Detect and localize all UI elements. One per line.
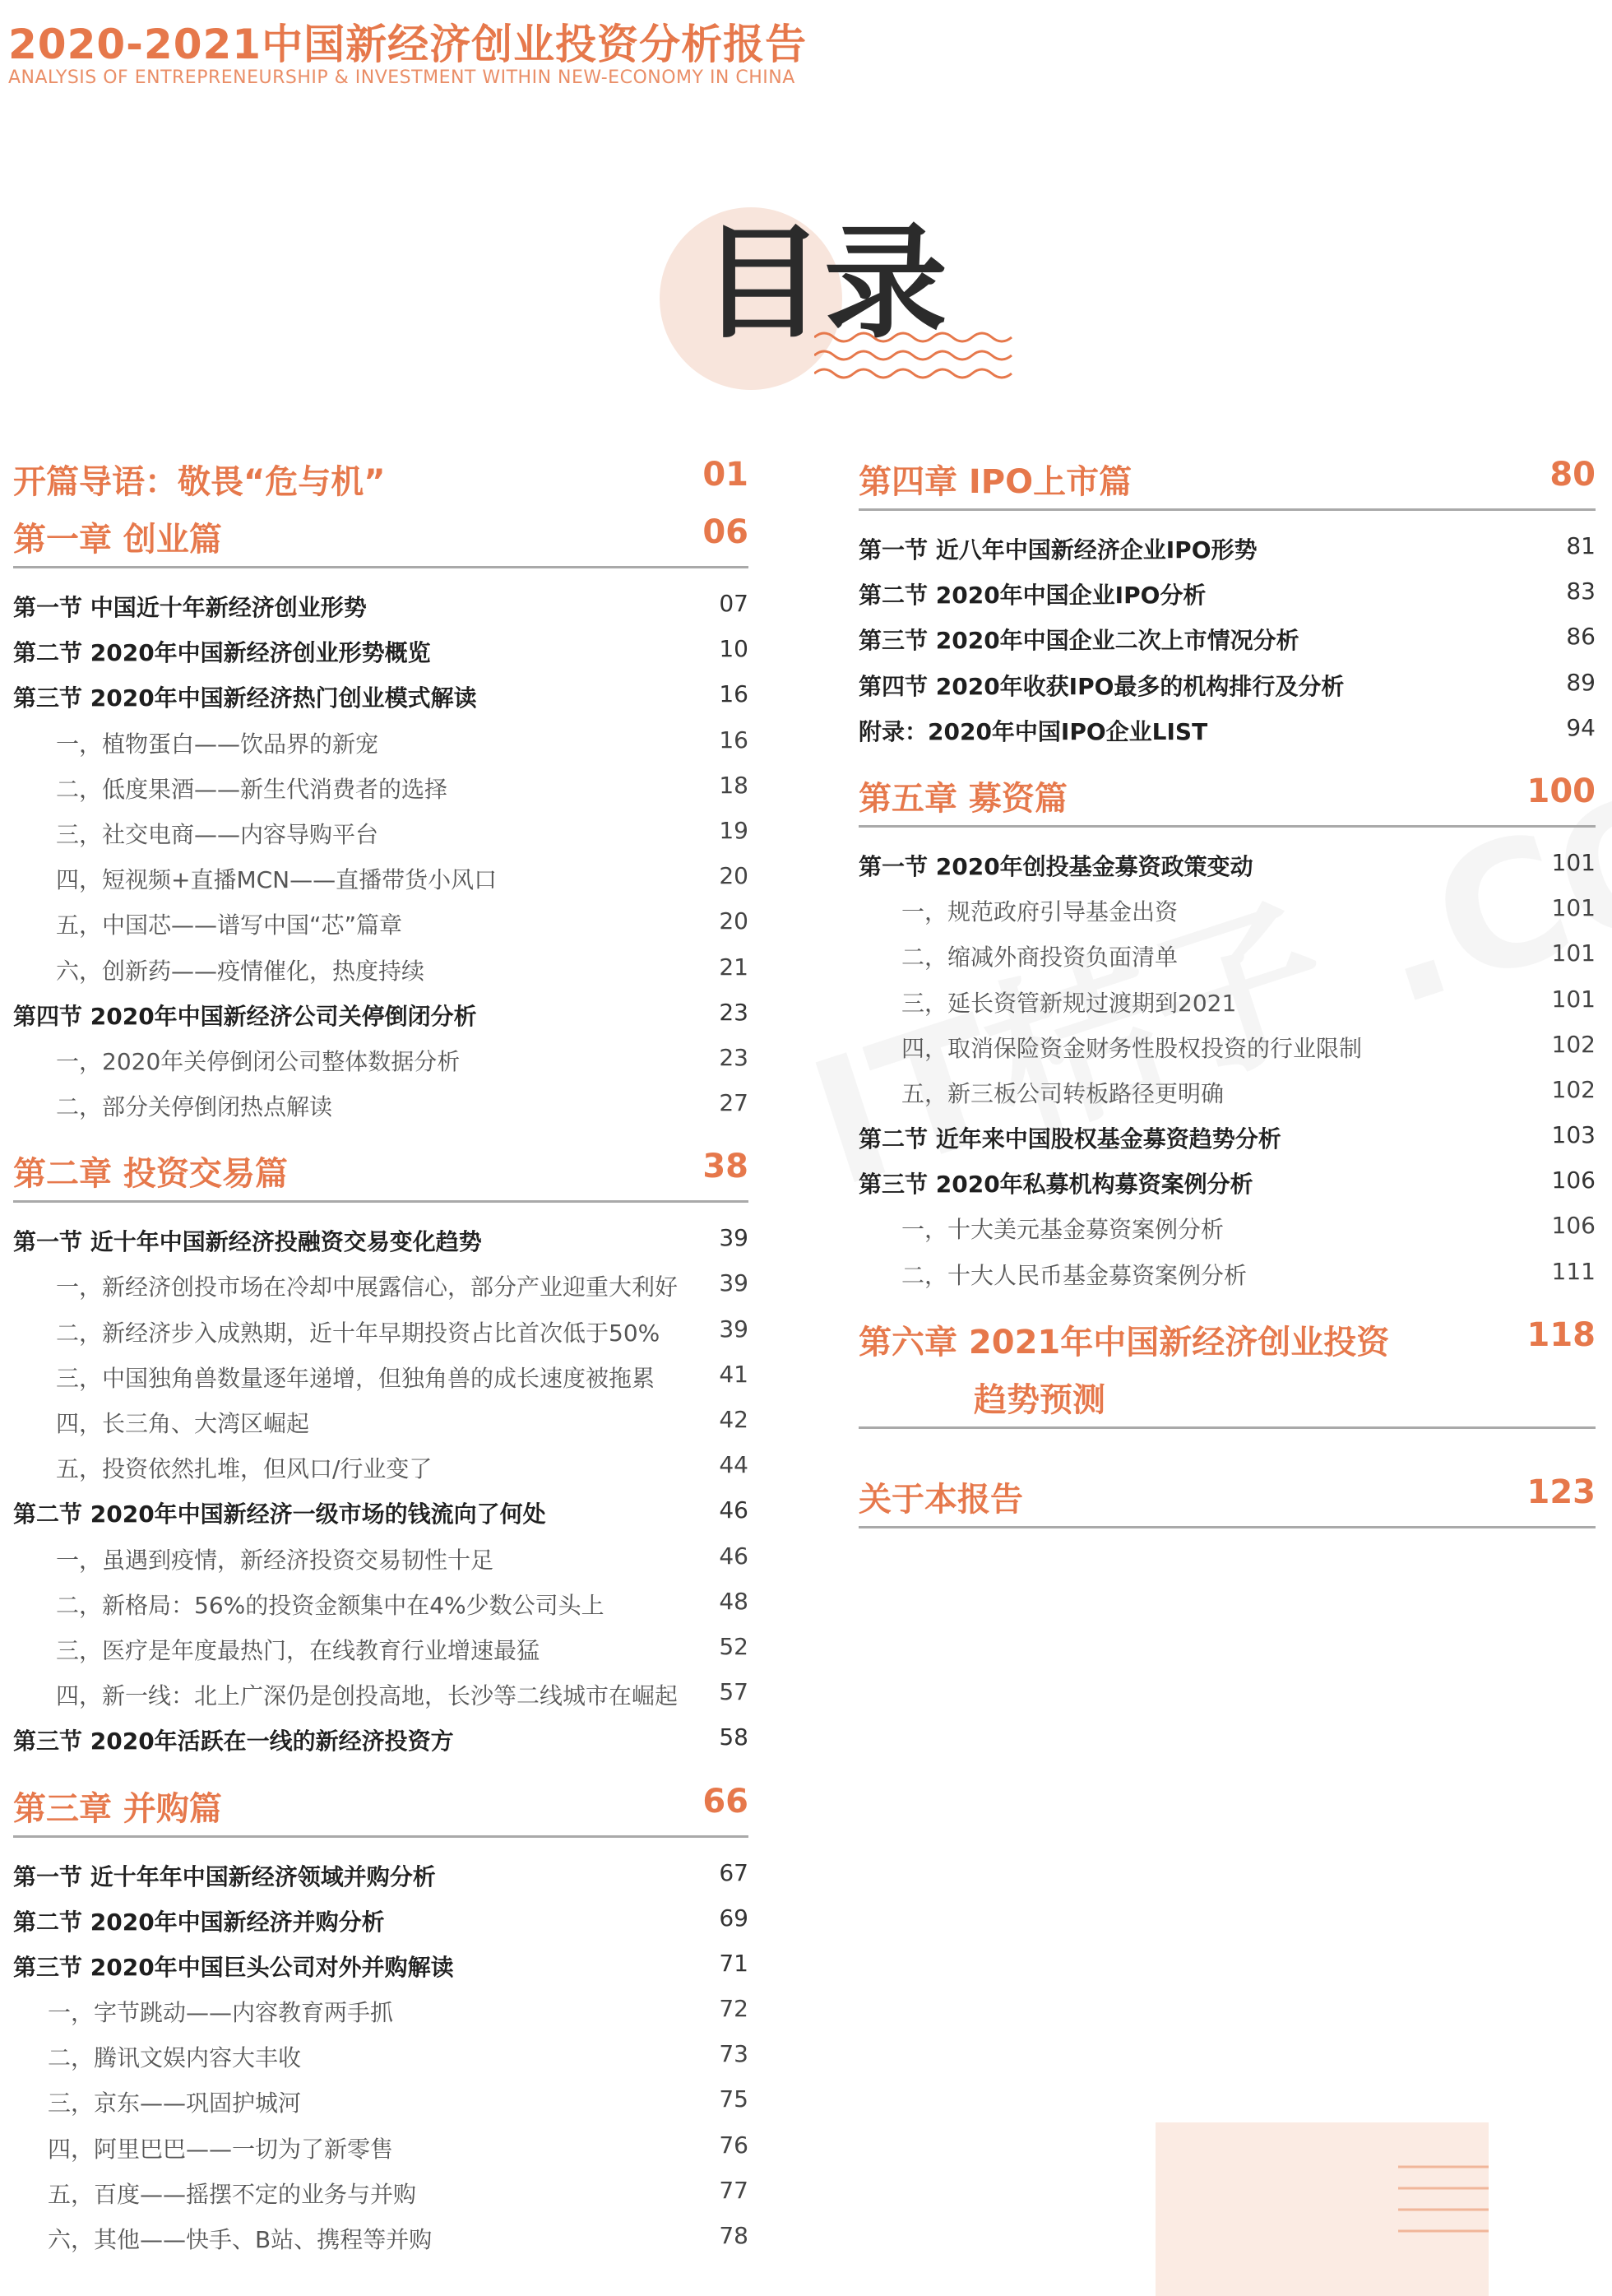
toc-entry[interactable] bbox=[5, 2076, 748, 2121]
entry-page: 111 bbox=[1551, 1257, 1596, 1285]
toc-entry[interactable] bbox=[859, 839, 1596, 884]
toc-entry[interactable] bbox=[859, 522, 1596, 568]
entry-page: 102 bbox=[1551, 1030, 1596, 1058]
chapter-title: 关于本报告 bbox=[859, 1480, 1023, 1519]
chapter-page: 06 bbox=[702, 513, 748, 551]
entry-title: 二，缩减外商投资负面清单 bbox=[901, 944, 1179, 972]
entry-title: 一，新经济创投市场在冷却中展露信心，部分产业迎重大利好 bbox=[56, 1273, 679, 1301]
toc-entry[interactable] bbox=[13, 1306, 748, 1351]
toc-chapter-4[interactable] bbox=[859, 451, 1596, 511]
entry-title: 第一节 中国近十年新经济创业形势 bbox=[13, 594, 367, 621]
entry-page: 52 bbox=[719, 1632, 748, 1660]
chapter-page: 01 bbox=[702, 456, 748, 494]
entry-page: 46 bbox=[719, 1542, 748, 1570]
toc-entry[interactable] bbox=[5, 2030, 748, 2076]
chapter-page: 100 bbox=[1526, 772, 1596, 810]
entry-title: 一，植物蛋白——饮品界的新宠 bbox=[56, 730, 379, 758]
entry-title: 一，规范政府引导基金出资 bbox=[901, 898, 1179, 926]
toc-entry[interactable] bbox=[13, 1034, 748, 1079]
entry-page: 58 bbox=[719, 1723, 748, 1751]
toc-chapter-2[interactable] bbox=[13, 1143, 748, 1203]
entry-page: 72 bbox=[719, 1995, 748, 2023]
entry-page: 46 bbox=[719, 1496, 748, 1524]
toc-right-column bbox=[859, 451, 1596, 1540]
entry-page: 106 bbox=[1551, 1167, 1596, 1194]
toc-entry[interactable] bbox=[859, 930, 1596, 975]
entry-page: 73 bbox=[719, 2040, 748, 2068]
entry-title: 二，部分关停倒闭热点解读 bbox=[56, 1093, 333, 1121]
toc-left-column bbox=[13, 451, 748, 2257]
toc-entry[interactable] bbox=[859, 884, 1596, 930]
entry-page: 101 bbox=[1551, 894, 1596, 922]
entry-page: 86 bbox=[1566, 623, 1596, 651]
entry-title: 四，短视频+直播MCN——直播带货小风口 bbox=[56, 866, 498, 894]
toc-chapter-5[interactable] bbox=[859, 768, 1596, 828]
entry-page: 94 bbox=[1566, 713, 1596, 741]
chapter-page: 118 bbox=[1526, 1315, 1596, 1354]
toc-heading-text: 目录 bbox=[701, 212, 948, 355]
entry-page: 71 bbox=[719, 1949, 748, 1977]
toc-entry[interactable] bbox=[13, 717, 748, 762]
toc-entry[interactable] bbox=[859, 568, 1596, 613]
toc-entry[interactable] bbox=[859, 1066, 1596, 1111]
toc-entry[interactable] bbox=[5, 2167, 748, 2212]
entry-page: 77 bbox=[719, 2176, 748, 2204]
toc-about-report[interactable] bbox=[859, 1468, 1596, 1528]
toc-entry[interactable] bbox=[13, 1487, 748, 1532]
entry-page: 16 bbox=[719, 726, 748, 754]
entry-page: 83 bbox=[1566, 577, 1596, 605]
chapter-page: 80 bbox=[1549, 456, 1596, 494]
entry-page: 39 bbox=[719, 1315, 748, 1343]
report-title: 2020-2021中国新经济创业投资分析报告 bbox=[8, 21, 808, 68]
toc-entry[interactable] bbox=[13, 1441, 748, 1487]
entry-page: 69 bbox=[719, 1904, 748, 1932]
entry-title: 第二节 近年来中国股权基金募资趋势分析 bbox=[859, 1125, 1281, 1153]
chapter-title: 第三章 并购篇 bbox=[13, 1789, 222, 1828]
entry-page: 101 bbox=[1551, 939, 1596, 967]
entry-page: 67 bbox=[719, 1858, 748, 1886]
entry-title: 附录：2020年中国IPO企业LIST bbox=[859, 717, 1208, 745]
entry-title: 六，其他——快手、B站、携程等并购 bbox=[48, 2226, 433, 2253]
toc-entry[interactable] bbox=[13, 1351, 748, 1396]
entry-title: 五，百度——摇摆不定的业务与并购 bbox=[48, 2180, 417, 2208]
entry-page: 42 bbox=[719, 1406, 748, 1433]
toc-entry[interactable] bbox=[13, 1533, 748, 1578]
entry-title: 二，腾讯文娱内容大丰收 bbox=[48, 2044, 302, 2072]
entry-title: 三，京东——巩固护城河 bbox=[48, 2090, 302, 2117]
wave-decoration-icon bbox=[814, 329, 1028, 395]
entry-page: 21 bbox=[719, 953, 748, 981]
chapter-title: 第一章 创业篇 bbox=[13, 521, 222, 559]
toc-entry[interactable] bbox=[5, 1985, 748, 2030]
entry-page: 78 bbox=[719, 2222, 748, 2249]
entry-page: 102 bbox=[1551, 1075, 1596, 1103]
entry-page: 76 bbox=[719, 2131, 748, 2159]
stripes-decoration-icon bbox=[1398, 2155, 1489, 2254]
toc-entry[interactable] bbox=[13, 1668, 748, 1714]
entry-title: 四，长三角、大湾区崛起 bbox=[56, 1410, 310, 1437]
chapter-page: 66 bbox=[702, 1782, 748, 1821]
entry-title: 五，新三板公司转板路径更明确 bbox=[901, 1079, 1225, 1107]
toc-entry[interactable] bbox=[13, 944, 748, 989]
toc-entry[interactable] bbox=[859, 659, 1596, 704]
entry-page: 81 bbox=[1566, 532, 1596, 559]
toc-entry[interactable] bbox=[859, 976, 1596, 1021]
entry-page: 23 bbox=[719, 1043, 748, 1071]
toc-entry[interactable] bbox=[13, 1578, 748, 1623]
toc-entry[interactable] bbox=[859, 1248, 1596, 1293]
entry-title: 第三节 2020年中国新经济热门创业模式解读 bbox=[13, 684, 477, 712]
chapter-title: 第六章 2021年中国新经济创业投资 bbox=[859, 1323, 1390, 1361]
entry-title: 二，新格局：56%的投资金额集中在4%少数公司头上 bbox=[56, 1591, 604, 1619]
entry-page: 57 bbox=[719, 1678, 748, 1706]
entry-title: 第一节 2020年创投基金募资政策变动 bbox=[859, 852, 1253, 880]
chapter-title: 第四章 IPO上市篇 bbox=[859, 463, 1133, 501]
chapter-title: 第二章 投资交易篇 bbox=[13, 1155, 288, 1194]
entry-page: 27 bbox=[719, 1089, 748, 1117]
entry-page: 39 bbox=[719, 1269, 748, 1297]
entry-title: 第三节 2020年中国巨头公司对外并购解读 bbox=[13, 1953, 454, 1981]
entry-page: 101 bbox=[1551, 985, 1596, 1013]
entry-title: 五，投资依然扎堆，但风口/行业变了 bbox=[56, 1455, 433, 1483]
entry-page: 39 bbox=[719, 1224, 748, 1252]
entry-page: 106 bbox=[1551, 1212, 1596, 1240]
entry-page: 23 bbox=[719, 998, 748, 1026]
toc-entry[interactable] bbox=[13, 625, 748, 670]
toc-entry[interactable] bbox=[859, 1021, 1596, 1066]
entry-title: 第一节 近十年年中国新经济领域并购分析 bbox=[13, 1862, 436, 1890]
toc-entry[interactable] bbox=[13, 1259, 748, 1305]
entry-title: 四，阿里巴巴——一切为了新零售 bbox=[48, 2135, 394, 2163]
entry-title: 第四节 2020年收获IPO最多的机构排行及分析 bbox=[859, 672, 1345, 700]
toc-entry[interactable] bbox=[859, 1157, 1596, 1202]
toc-entry[interactable] bbox=[13, 1849, 748, 1895]
report-subtitle: ANALYSIS OF ENTREPRENEURSHIP & INVESTMENT WITHIN NEW-ECONOMY IN CHINA bbox=[8, 67, 795, 88]
entry-page: 103 bbox=[1551, 1121, 1596, 1149]
entry-page: 48 bbox=[719, 1587, 748, 1615]
toc-entry[interactable] bbox=[859, 704, 1596, 749]
toc-entry[interactable] bbox=[13, 670, 748, 716]
entry-title: 第三节 2020年私募机构募资案例分析 bbox=[859, 1171, 1253, 1199]
entry-page: 18 bbox=[719, 771, 748, 799]
toc-entry[interactable] bbox=[13, 1623, 748, 1668]
entry-title: 六，创新药——疫情催化，热度持续 bbox=[56, 957, 425, 985]
toc-entry[interactable] bbox=[13, 762, 748, 807]
entry-title: 第一节 近十年中国新经济投融资交易变化趋势 bbox=[13, 1228, 482, 1256]
entry-title: 四，取消保险资金财务性股权投资的行业限制 bbox=[901, 1034, 1363, 1062]
entry-page: 10 bbox=[719, 635, 748, 663]
entry-title: 三，社交电商——内容导购平台 bbox=[56, 820, 379, 848]
toc-entry[interactable] bbox=[859, 613, 1596, 658]
toc-entry[interactable] bbox=[13, 852, 748, 898]
entry-title: 第三节 2020年活跃在一线的新经济投资方 bbox=[13, 1728, 454, 1756]
toc-entry[interactable] bbox=[13, 807, 748, 852]
entry-title: 一，2020年关停倒闭公司整体数据分析 bbox=[56, 1047, 461, 1075]
entry-page: 20 bbox=[719, 907, 748, 935]
entry-title: 一，十大美元基金募资案例分析 bbox=[901, 1216, 1225, 1244]
entry-title: 第二节 2020年中国新经济并购分析 bbox=[13, 1908, 385, 1936]
entry-title: 三，延长资管新规过渡期到2021 bbox=[901, 989, 1237, 1017]
chapter-page: 123 bbox=[1526, 1473, 1596, 1511]
toc-entry[interactable] bbox=[13, 1396, 748, 1441]
entry-title: 四，新一线：北上广深仍是创投高地，长沙等二线城市在崛起 bbox=[56, 1682, 679, 1710]
chapter-title: 开篇导语：敬畏“危与机” bbox=[13, 463, 386, 501]
entry-page: 07 bbox=[719, 590, 748, 617]
chapter-page: 38 bbox=[702, 1148, 748, 1186]
toc-intro[interactable] bbox=[13, 451, 748, 508]
entry-title: 第三节 2020年中国企业二次上市情况分析 bbox=[859, 627, 1299, 655]
toc-entry[interactable] bbox=[13, 1214, 748, 1259]
entry-title: 第二节 2020年中国新经济创业形势概览 bbox=[13, 639, 431, 667]
toc-chapter-3[interactable] bbox=[13, 1778, 748, 1838]
toc-chapter-1[interactable] bbox=[13, 508, 748, 568]
entry-page: 89 bbox=[1566, 668, 1596, 696]
toc-entry[interactable] bbox=[5, 2212, 748, 2257]
entry-title: 二，低度果酒——新生代消费者的选择 bbox=[56, 775, 448, 803]
toc-entry[interactable] bbox=[13, 989, 748, 1034]
entry-page: 19 bbox=[719, 816, 748, 844]
toc-entry[interactable] bbox=[13, 1079, 748, 1125]
toc-entry[interactable] bbox=[859, 1202, 1596, 1247]
toc-entry[interactable] bbox=[5, 2122, 748, 2167]
entry-title: 第一节 近八年中国新经济企业IPO形势 bbox=[859, 536, 1258, 564]
entry-title: 五，中国芯——谱写中国“芯”篇章 bbox=[56, 911, 403, 939]
toc-entry[interactable] bbox=[13, 580, 748, 625]
entry-title: 二，十大人民币基金募资案例分析 bbox=[901, 1261, 1248, 1289]
entry-page: 41 bbox=[719, 1360, 748, 1388]
toc-entry[interactable] bbox=[13, 1895, 748, 1940]
chapter-title-line2: 趋势预测 bbox=[974, 1380, 1105, 1419]
entry-title: 三，医疗是年度最热门，在线教育行业增速最猛 bbox=[56, 1636, 540, 1664]
entry-title: 二，新经济步入成熟期，近十年早期投资占比首次低于50% bbox=[56, 1319, 660, 1347]
entry-page: 101 bbox=[1551, 848, 1596, 876]
chapter-title: 第五章 募资篇 bbox=[859, 779, 1068, 818]
entry-page: 44 bbox=[719, 1451, 748, 1479]
toc-entry[interactable] bbox=[859, 1111, 1596, 1157]
entry-title: 一，字节跳动——内容教育两手抓 bbox=[48, 1999, 394, 2027]
entry-page: 75 bbox=[719, 2085, 748, 2113]
entry-page: 16 bbox=[719, 680, 748, 708]
toc-entry[interactable] bbox=[13, 1940, 748, 1985]
entry-title: 三，中国独角兽数量逐年递增，但独角兽的成长速度被拖累 bbox=[56, 1364, 655, 1392]
entry-title: 第四节 2020年中国新经济公司关停倒闭分析 bbox=[13, 1002, 477, 1030]
toc-chapter-6[interactable] bbox=[859, 1311, 1596, 1429]
entry-title: 一，虽遇到疫情，新经济投资交易韧性十足 bbox=[56, 1546, 494, 1574]
toc-entry[interactable] bbox=[13, 1714, 748, 1759]
entry-title: 第二节 2020年中国企业IPO分析 bbox=[859, 582, 1207, 610]
toc-entry[interactable] bbox=[13, 898, 748, 943]
toc-heading bbox=[650, 197, 1045, 403]
entry-title: 第二节 2020年中国新经济一级市场的钱流向了何处 bbox=[13, 1501, 546, 1528]
entry-page: 20 bbox=[719, 862, 748, 890]
